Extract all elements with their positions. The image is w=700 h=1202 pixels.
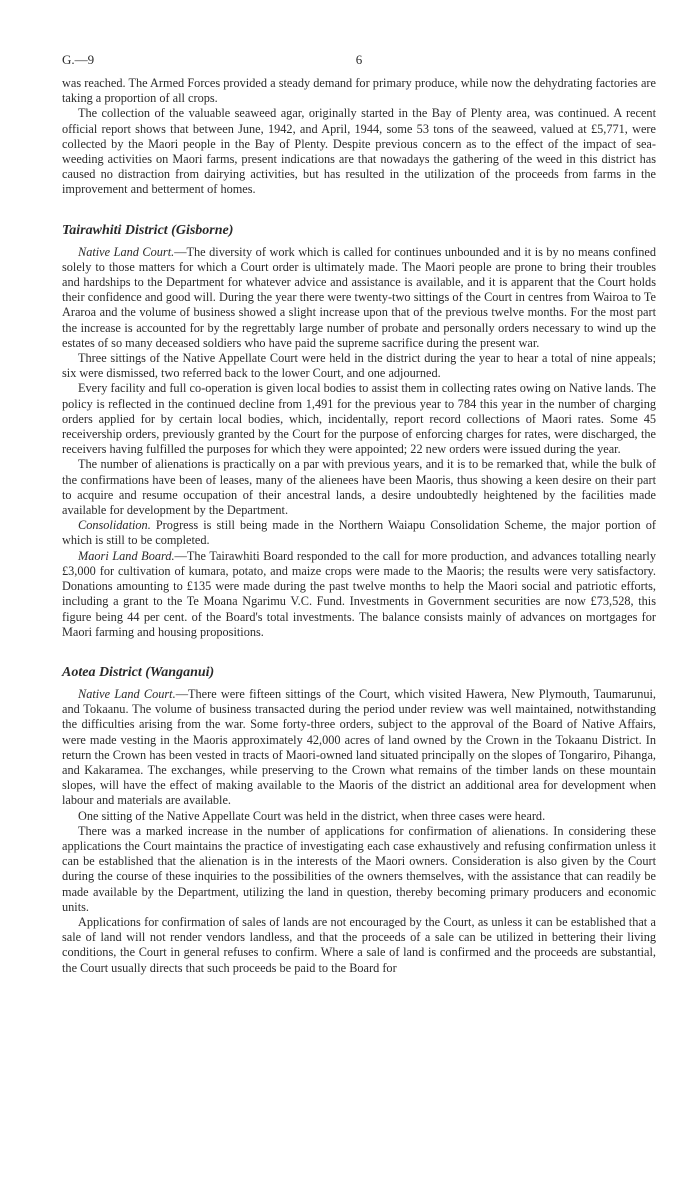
page-body xyxy=(62,76,656,976)
tairawhiti-alienations-paragraph: The number of alienations is practically on a par with previous years, and it is to be remarked that, while the bulk of the confirmations have been of leases, many of the alienees have been Maoris, thus showing a keen desire on their part to acquire and resume occupation of their ancestral lands, a desire undoubtedly heightened by the facilities made available for development by the Department. xyxy=(62,457,656,518)
tairawhiti-native-land-court xyxy=(62,245,656,351)
tairawhiti-consolidation xyxy=(62,518,656,548)
aotea-increase-paragraph: There was a marked increase in the number of applications for confirmation of alienations. In considering these applications the Court maintains the practice of investigating each case exhaustively and refusing confirmation unless it can be established that the alienation is in the interests of the Maori owners. Consideration is also given by the Court during the course of these inquiries to the possibilities of the owners themselves, with the assistance that can readily be made available by the Department, utilizing the land in question, thereby becoming primary producers and economic units. xyxy=(62,823,656,914)
consolidation-text: Progress is still being made in the Northern Waiapu Consolidation Scheme, the major portion of which is still to be completed. xyxy=(62,518,656,548)
document-code: G.—9 xyxy=(62,52,95,67)
tairawhiti-appellate-paragraph: Three sittings of the Native Appellate Court were held in the district during the year to hear a total of nine appeals; six were dismissed, two referred back to the lower Court, and one adjourned. xyxy=(62,351,656,381)
page-header xyxy=(62,52,656,72)
aotea-appellate-paragraph: One sitting of the Native Appellate Court was held in the district, when three cases were heard. xyxy=(78,808,546,823)
consolidation-label: Consolidation. xyxy=(78,518,151,533)
intro-paragraph-1: was reached. The Armed Forces provided a steady demand for primary produce, while now the dehydrating factories are taking a proportion of all crops. xyxy=(62,76,656,106)
native-land-court-label: Native Land Court. xyxy=(78,244,175,259)
native-land-court-text: —The diversity of work which is called for continues unbounded and it is by no means confined solely to those matters for which a Court order is ultimately made. The Maori people are prone to bring their troubles and hardships to the Department for whatever advice and assistance is available, and it is apparent that the Court holds their confidence and good will. During the year there were twenty-two sittings of the Court in centres from Wairoa to Te Araroa and the volume of business showed a slight increase upon that of the previous twelve months. For the most part the increase is accounted for by the regrettably large number of probate and personally orders necessary to wind up the estates of so many deceased soldiers who have paid the supreme sacrifice during the present war. xyxy=(62,244,656,350)
tairawhiti-heading: Tairawhiti District (Gisborne) xyxy=(62,222,234,238)
maori-land-board-label: Maori Land Board. xyxy=(78,548,175,563)
aotea-native-land-court xyxy=(62,687,656,809)
tairawhiti-maori-land-board xyxy=(62,549,656,640)
intro-paragraph-2: The collection of the valuable seaweed agar, originally started in the Bay of Plenty area, was continued. A recent official report shows that between June, 1942, and April, 1944, some 53 tons of the seaweed, valued at £5,771, were collected by the Maori people in the Bay of Plenty. Despite previous concern as to the effect of the impact of sea-weeding activities on Maori farms, present indications are that nowadays the gathering of the weed in this district has caused no distraction from dairying activities, but has resulted in the utilization of the proceeds from farms in the improvement and betterment of homes. xyxy=(62,106,656,197)
tairawhiti-rates-paragraph: Every facility and full co-operation is given local bodies to assist them in collecting rates owing on Native lands. The policy is reflected in the continued decline from 1,491 for the previous year to 784 this year in the number of charging orders applied for by certain local bodies, which, incidentally, report record collections of Maori rates. Some 45 receivership orders, previously granted by the Court for the purpose of enforcing charges for rates, were discharged, the receivers having fulfilled the purposes for which they were appointed; 22 new orders were issued during the year. xyxy=(62,381,656,457)
maori-land-board-text: —The Tairawhiti Board responded to the call for more production, and advances totalling nearly £3,000 for cultivation of kumara, potato, and maize crops were made to the Maoris; the results were very satisfactory. Donations amounting to £135 were made during the past twelve months to help the Maori social and patriotic efforts, including a grant to the Te Moana Ngarimu V.C. Fund. Investments in Government securities are now £73,528, this figure being 44 per cent. of the Board's total investments. The balance consists mainly of advances on mortgages for Maori farming and housing propositions. xyxy=(62,548,656,639)
aotea-native-land-court-text: —There were fifteen sittings of the Court, which visited Hawera, New Plymouth, Taumarunui, and Tokaanu. The volume of business transacted during the period under review was well maintained, notwithstanding the difficulties arising from the war. Some forty-three orders, subject to the approval of the Board of Native Affairs, were made vesting in the Maoris approximately 42,000 acres of land owned by the Crown in the Tokaanu District. In return the Crown has been vested in tracts of Maori-owned land situated principally on the slopes of Tongariro, Pihanga, and Kakaramea. The exchanges, while preserving to the Crown what remains of the timber lands on these mountain slopes, will have the effect of making available to the Maoris of the district an additional area for development when labour and materials are available. xyxy=(62,686,656,808)
page-number: 6 xyxy=(355,52,363,67)
aotea-native-land-court-label: Native Land Court. xyxy=(78,686,176,701)
aotea-heading: Aotea District (Wanganui) xyxy=(62,664,215,680)
aotea-sales-paragraph: Applications for confirmation of sales of lands are not encouraged by the Court, as unless it can be established that a sale of land will not render vendors landless, and that the proceeds of a sale can be utilized in bettering their living conditions, the Court in general refuses to confirm. Where a sale of land is confirmed and the proceeds are substantial, the Court usually directs that such proceeds be paid to the Board for xyxy=(62,914,656,975)
